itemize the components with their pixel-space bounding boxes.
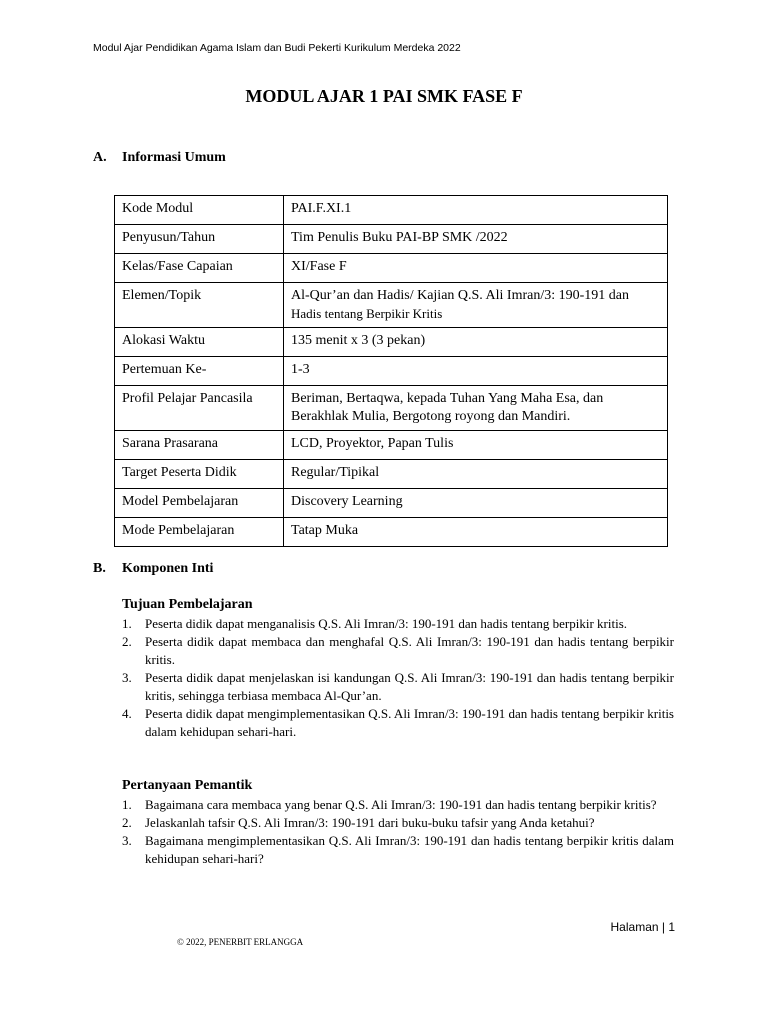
pertanyaan-pemantik-heading: Pertanyaan Pemantik [122,778,253,793]
footer-copyright: © 2022, PENERBIT ERLANGGA [177,937,304,947]
list-number: 2. [122,634,132,649]
list-item [122,832,674,868]
table-key-cell: Target Peserta Didik [115,460,284,489]
list-item-text: Jelaskanlah tafsir Q.S. Ali Imran/3: 190-191 dari buku-buku tafsir yang Anda ketahui? [145,815,595,830]
list-item [122,669,674,705]
list-item-text: Peserta didik dapat menjelaskan isi kandungan Q.S. Ali Imran/3: 190-191 dan hadis tentang berpikir kritis, sehingga terbiasa membaca Al-Qur’an. [145,670,674,703]
table-row [115,357,668,386]
table-key-cell: Kode Modul [115,196,284,225]
table-value-cell [284,283,668,328]
list-item [122,814,674,832]
document-title: MODUL AJAR 1 PAI SMK FASE F [245,86,523,106]
table-key-cell: Penyusun/Tahun [115,225,284,254]
table-value-cell: Tim Penulis Buku PAI-BP SMK /2022 [284,225,668,254]
table-row [115,518,668,547]
table-key-cell: Sarana Prasarana [115,431,284,460]
list-item-text: Bagaimana mengimplementasikan Q.S. Ali Imran/3: 190-191 dan hadis tentang berpikir kritis dalam kehidupan sehari-hari? [145,833,674,866]
list-number: 3. [122,833,132,848]
section-a-marker: A. [93,150,107,165]
table-row [115,431,668,460]
table-value-cell: Discovery Learning [284,489,668,518]
table-row [115,225,668,254]
table-key-cell: Pertemuan Ke- [115,357,284,386]
table-value-line: Al-Qur’an dan Hadis/ Kajian Q.S. Ali Imran/3: 190-191 dan [291,288,630,303]
informasi-umum-table [114,195,668,547]
table-value-line: Hadis tentang Berpikir Kritis [291,306,443,321]
pertanyaan-pemantik-list [122,796,674,868]
page-number: Halaman | 1 [610,920,675,934]
table-row [115,283,668,328]
table-value-cell: XI/Fase F [284,254,668,283]
table-value-cell: 135 menit x 3 (3 pekan) [284,328,668,357]
tujuan-pembelajaran-list [122,615,674,741]
table-row [115,254,668,283]
section-a-heading [93,150,226,166]
list-item [122,633,674,669]
table-key-cell: Profil Pelajar Pancasila [115,386,284,431]
table-value-cell: Tatap Muka [284,518,668,547]
list-number: 4. [122,706,132,721]
table-value-cell: 1-3 [284,357,668,386]
section-b-title: Komponen Inti [122,561,214,576]
section-b-heading [93,561,213,577]
list-item-text: Peserta didik dapat membaca dan menghafal Q.S. Ali Imran/3: 190-191 dan hadis tentang berpikir kritis. [145,634,674,667]
table-key-cell: Mode Pembelajaran [115,518,284,547]
table-key-cell: Alokasi Waktu [115,328,284,357]
list-number: 1. [122,797,132,812]
list-item [122,615,674,633]
tujuan-pembelajaran-heading: Tujuan Pembelajaran [122,597,253,612]
table-key-cell: Kelas/Fase Capaian [115,254,284,283]
table-row [115,196,668,225]
list-item [122,705,674,741]
table-row [115,386,668,431]
list-item-text: Peserta didik dapat mengimplementasikan Q.S. Ali Imran/3: 190-191 dan hadis tentang berpikir kritis dalam kehidupan sehari-hari. [145,706,674,739]
table-value-cell: Beriman, Bertaqwa, kepada Tuhan Yang Maha Esa, dan Berakhlak Mulia, Bergotong royong dan Mandiri. [284,386,668,431]
list-item [122,796,674,814]
list-number: 1. [122,616,132,631]
running-header: Modul Ajar Pendidikan Agama Islam dan Budi Pekerti Kurikulum Merdeka 2022 [93,42,461,54]
list-number: 2. [122,815,132,830]
table-value-cell: Regular/Tipikal [284,460,668,489]
table-key-cell: Model Pembelajaran [115,489,284,518]
list-item-text: Peserta didik dapat menganalisis Q.S. Ali Imran/3: 190-191 dan hadis tentang berpikir kritis. [145,616,627,631]
section-b-marker: B. [93,561,106,576]
table-value-cell: PAI.F.XI.1 [284,196,668,225]
list-item-text: Bagaimana cara membaca yang benar Q.S. Ali Imran/3: 190-191 dan hadis tentang berpikir kritis? [145,797,657,812]
table-key-cell: Elemen/Topik [115,283,284,328]
list-number: 3. [122,670,132,685]
table-value-cell: LCD, Proyektor, Papan Tulis [284,431,668,460]
section-a-title: Informasi Umum [122,150,226,165]
table-row [115,328,668,357]
table-row [115,489,668,518]
table-row [115,460,668,489]
